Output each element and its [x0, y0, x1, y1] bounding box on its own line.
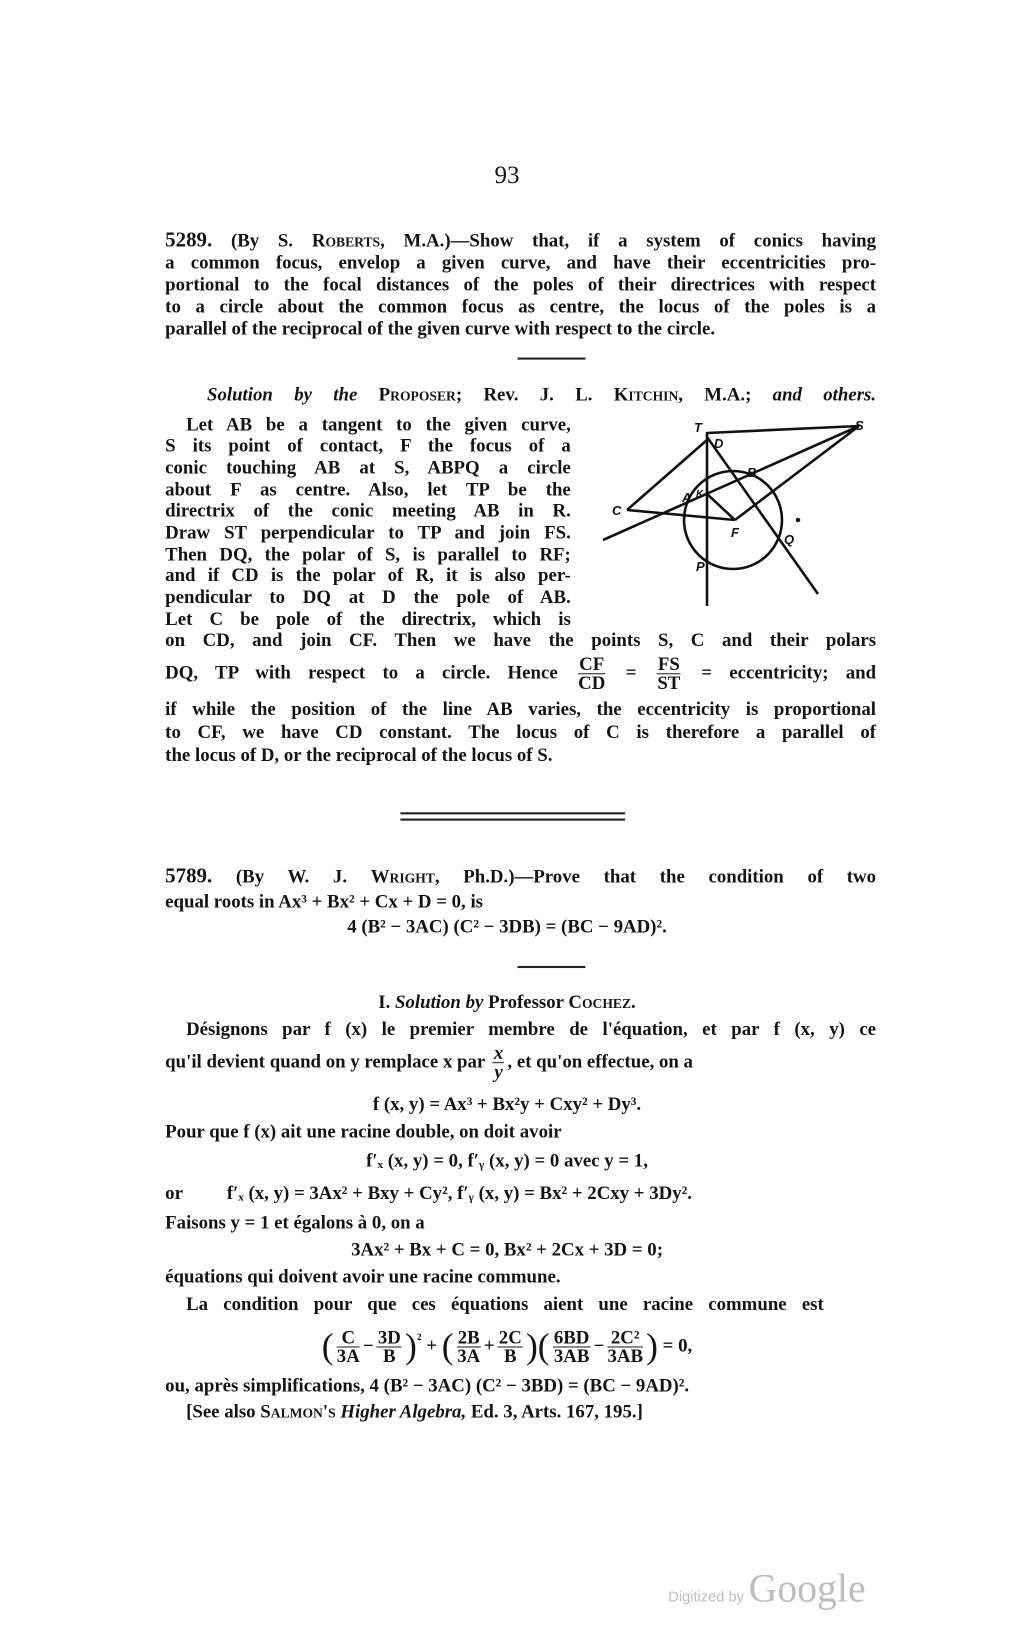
heading-text: Solution by the: [206, 383, 358, 405]
text: qu'il devient quand on y remplace x par: [165, 1050, 485, 1072]
statement-line: portional to the focal distances of the poles of their directrices with respect: [165, 273, 877, 295]
solution-line: ou, après simplifications, 4 (B² − 3AC) (C² − 3BD) = (BC − 9AD)².: [165, 1374, 690, 1396]
denominator: 3AB: [607, 1345, 644, 1367]
label-f: F: [731, 525, 739, 540]
equation: f′ₓ (x, y) = 3Ax² + Bxy + Cy², f′ᵧ (x, y) = Bx² + 2Cxy + 3Dy².: [226, 1182, 692, 1204]
label-k: K: [696, 489, 704, 500]
label-c: C: [612, 503, 622, 518]
heading-text: Kitchin: [613, 383, 679, 405]
label-p: P: [696, 559, 705, 574]
equation: 3Ax² + Bx + C = 0, Bx² + 2Cx + 3D = 0;: [351, 1238, 663, 1260]
line-cf: [627, 510, 735, 520]
equation: 4 (B² − 3AC) (C² − 3DB) = (BC − 9AD)².: [347, 915, 667, 937]
heading-text: and others.: [772, 383, 877, 405]
line-rf: [707, 494, 735, 520]
label-d: D: [714, 436, 724, 451]
byline: (By S.: [230, 229, 294, 251]
solution-line: and if CD is the polar of R, it is also per-: [165, 564, 571, 586]
numerator: 2B: [457, 1327, 480, 1348]
line-ts: [707, 426, 859, 433]
text: Ed. 3, Arts. 167, 195.]: [470, 1400, 643, 1422]
solution-line: Faisons y = 1 et égalons à 0, on a: [165, 1211, 425, 1233]
author: Salmon's: [260, 1400, 336, 1422]
statement-text: , M.A.)—Show that, if a system of conics having: [380, 229, 877, 251]
equation-big: ( $\frac{C}{3A}$ − $\frac{3D}{B}$ )$^{^2}$ + ( $\frac{2B}{3A}$ + $\frac{2C}{B}$ )( $\frac{6BD}{3AB}$ − $\frac{\text{2C²}}{3AB}$ ) = 0,: [321, 1327, 693, 1367]
solution-line: Let C be pole of the directrix, which is: [165, 608, 571, 630]
exponent: ²: [416, 1331, 422, 1349]
solution-line: La condition pour que ces équations aient une racine commune est: [186, 1293, 824, 1315]
numerator: CF: [579, 653, 605, 675]
solution-line: if while the position of the line AB varies, the eccentricity is proportional: [165, 698, 877, 720]
tangent-ab: [603, 426, 859, 540]
text: DQ, TP with respect to a circle. Hence: [165, 661, 558, 683]
solution-line: Then DQ, the polar of S, is parallel to RF;: [165, 543, 571, 565]
numerator: 2C²: [607, 1329, 643, 1348]
heading-text: ; Rev. J. L.: [455, 383, 593, 405]
text: = eccentricity; and: [701, 661, 877, 683]
heading-text: Cochez.: [568, 991, 636, 1012]
statement-text: , Ph.D.)—Prove that the condition of two: [434, 865, 877, 887]
op: = 0,: [662, 1334, 693, 1356]
label-t: T: [694, 420, 702, 435]
denominator: 3A: [457, 1345, 481, 1367]
author: Wright: [370, 865, 435, 887]
google-logo: Google: [748, 1567, 866, 1611]
solution-line: the locus of D, or the reciprocal of the locus of S.: [165, 744, 553, 766]
label-b: B: [747, 465, 757, 480]
label-s: S: [855, 418, 864, 433]
op: −: [362, 1334, 374, 1356]
solution-line: conic touching AB at S, ABPQ a circle: [165, 456, 571, 478]
statement-line: to a circle about the common focus as centre, the locus of the poles is a: [165, 295, 877, 317]
solution-line: équations qui doivent avoir une racine commune.: [165, 1265, 561, 1287]
numerator: FS: [657, 653, 680, 675]
solution-line: pendicular to DQ at D the pole of AB.: [165, 586, 571, 608]
text: , et qu'on effectue, on a: [507, 1050, 693, 1072]
denominator: CD: [578, 672, 606, 694]
solution-line: Pour que f (x) ait une racine double, on doit avoir: [165, 1120, 562, 1142]
equals: =: [625, 661, 637, 683]
denominator: ST: [657, 672, 681, 694]
solution-line: about F as centre. Also, let TP be the: [165, 478, 571, 500]
solution-line: Désignons par f (x) le premier membre de l'équation, et par f (x, y) ce: [186, 1018, 877, 1040]
watermark-text: Digitized by: [668, 1587, 744, 1605]
problem-number: 5789.: [165, 864, 213, 888]
solution-line: directrix of the conic meeting AB in R.: [165, 499, 571, 521]
numerator: 2C: [498, 1327, 522, 1348]
byline: (By W. J.: [235, 865, 348, 887]
op: −: [593, 1334, 605, 1356]
heading-text: Proposer: [378, 383, 456, 405]
denominator: y: [494, 1061, 503, 1083]
dot: [797, 519, 799, 521]
solution-line: Let AB be a tangent to the given curve,: [186, 413, 571, 435]
heading-text: I.: [378, 991, 391, 1012]
heading-text: Solution by: [394, 991, 484, 1012]
book-title: Higher Algebra,: [340, 1400, 467, 1422]
solution-line: S its point of contact, F the focus of a: [165, 434, 571, 456]
solution-line: Draw ST perpendicular to TP and join FS.: [165, 521, 571, 543]
equation: f (x, y) = Ax³ + Bx²y + Cxy² + Dy³.: [372, 1093, 642, 1115]
label-q: Q: [784, 532, 795, 547]
statement-line: equal roots in Ax³ + Bx² + Cx + D = 0, is: [165, 890, 484, 912]
numerator: 3D: [377, 1327, 401, 1348]
label-a: A: [682, 490, 692, 505]
author: Roberts: [311, 229, 381, 251]
heading-text: , M.A.;: [678, 383, 752, 405]
numerator: 6BD: [553, 1327, 590, 1348]
page-number: 93: [494, 162, 520, 190]
numerator: C: [337, 1329, 360, 1348]
solution-line: on CD, and join CF. Then we have the points S, C and their polars: [165, 629, 877, 651]
problem-number: 5289.: [165, 228, 213, 252]
equation: f′ₓ (x, y) = 0, f′ᵧ (x, y) = 0 avec y = 1,: [366, 1149, 648, 1171]
op: +: [483, 1334, 495, 1356]
heading-text: Professor: [488, 991, 564, 1012]
denominator: 3AB: [553, 1345, 590, 1367]
solution-line: to CF, we have CD constant. The locus of C is therefore a parallel of: [165, 721, 877, 743]
text: or: [165, 1182, 183, 1204]
statement-line: parallel of the reciprocal of the given curve with respect to the circle.: [165, 317, 716, 339]
denominator: B: [503, 1345, 517, 1367]
numerator: x: [493, 1042, 504, 1064]
denominator: 3A: [336, 1345, 360, 1367]
op: +: [426, 1334, 437, 1356]
statement-line: a common focus, envelop a given curve, and have their eccentricities pro-: [165, 251, 877, 273]
denominator: B: [383, 1345, 396, 1367]
line-dq: [707, 437, 818, 594]
text: [See also: [186, 1400, 256, 1422]
